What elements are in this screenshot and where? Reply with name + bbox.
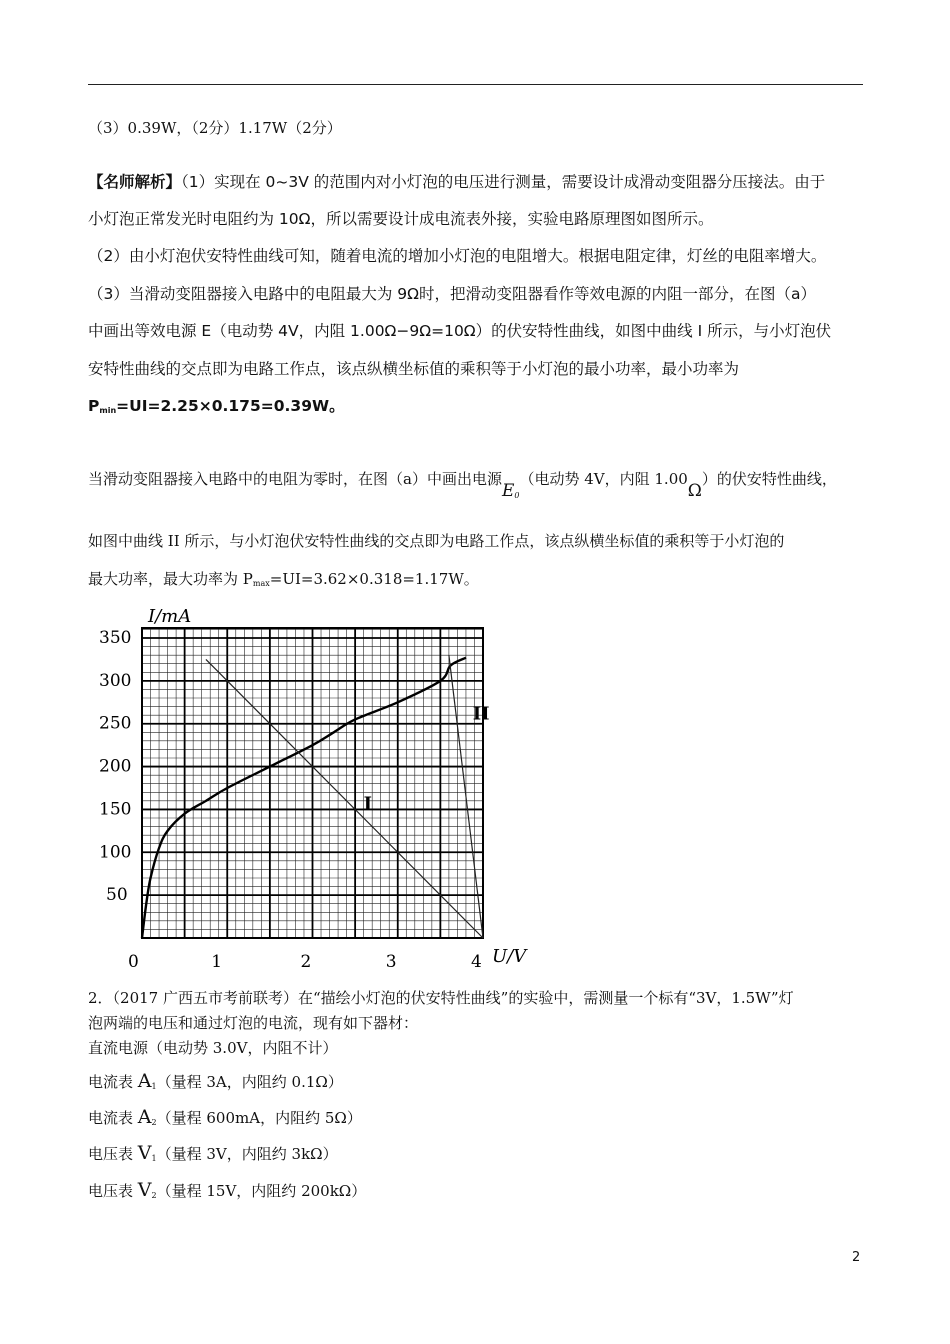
q2-line-2: 泡两端的电压和通过灯泡的电流，现有如下器材： [88,1014,419,1032]
analysis-p3a: （3）当滑动变阻器接入电路中的电阻最大为 9Ω时，把滑动变阻器看作等效电源的内阻一部分，在图（a） [88,285,816,303]
para2-l3a: 最大功率，最大功率为 P [88,570,253,588]
analysis-p1a: （1）实现在 0~3V 的范围内对小灯泡的电压进行测量，需要设计成滑动变阻器分压接法。由于 [181,173,826,191]
x-tick-label: 3 [385,952,397,972]
equipment-desc: （量程 15V，内阻约 200kΩ） [156,1182,367,1200]
equipment-sub: 1 [151,1154,157,1163]
equipment-item [88,1142,338,1170]
para2-line-1 [88,468,837,501]
equipment-desc: （量程 3V，内阻约 3kΩ） [156,1145,338,1163]
e0-symbol [502,481,520,501]
x-tick-label: 0 [128,952,139,972]
curve-label: I [363,793,373,815]
equipment-prefix: 电流表 [88,1109,138,1127]
omega-symbol: Ω [687,481,702,501]
para2-l1b: （电动势 4V，内阻 1.00 [519,470,688,488]
y-tick-label: 100 [99,842,132,863]
x-tick-label: 1 [211,952,223,972]
equipment-sub: 2 [151,1191,157,1200]
pmin-sub: min [99,406,117,415]
y-tick-label: 300 [99,670,132,691]
y-tick-label: 50 [106,885,128,906]
equipment-sub: 2 [151,1118,157,1127]
e0-sub: 0 [514,491,520,500]
equipment-prefix: 电压表 [88,1145,138,1163]
analysis-p1b: 小灯泡正常发光时电阻约为 10Ω，所以需要设计成电流表外接，实验电路原理图如图所示。 [88,210,714,228]
para2-l1a: 当滑动变阻器接入电路中的电阻为零时，在图（a）中画出电源 [88,470,502,488]
y-axis-label: I/mA [148,606,192,627]
analysis-line-1 [88,171,825,193]
curve-labels [364,703,490,814]
pmax-sub: max [252,579,270,588]
pmin-formula [88,395,345,422]
answer-line: （3）0.39W，（2分）1.17W（2分） [88,119,342,137]
equipment-item [88,1070,343,1098]
equipment-sub: 1 [151,1082,157,1091]
pmin-rest: =UI=2.25×0.175=0.39W。 [116,397,345,415]
equipment-prefix: 电流表 [88,1073,138,1091]
equipment-item [88,1106,362,1134]
equipment-symbol: V [137,1179,152,1201]
q2-line-1: 2．（2017 广西五市考前联考）在“描绘小灯泡的伏安特性曲线”的实验中，需测量一个标有“3V，1.5W”灯 [88,989,794,1007]
analysis-p3b: 中画出等效电源 E（电动势 4V，内阻 1.00Ω−9Ω=10Ω）的伏安特性曲线，如图中曲线 I 所示，与小灯泡伏 [88,322,832,340]
x-axis-label: U/V [492,946,527,967]
pmin-p: P [88,397,100,415]
equipment-desc: （量程 3A，内阻约 0.1Ω） [156,1073,343,1091]
y-tick-label: 350 [99,628,132,648]
e0-letter: E [501,481,515,501]
page-number: 2 [852,1250,861,1265]
analysis-tag: 【名师解析】 [88,173,182,191]
header-rule [88,84,863,85]
y-tick-label: 150 [99,799,132,820]
y-tick-label: 200 [99,756,132,777]
curve-label: II [472,703,490,725]
source-line-I [206,659,483,938]
equipment-desc: （量程 600mA，内阻约 5Ω） [156,1109,362,1127]
equipment-symbol: A [137,1070,152,1092]
q2-line-3: 直流电源（电动势 3.0V，内阻不计） [88,1039,338,1057]
y-tick-label: 250 [99,713,132,734]
tick-labels [99,628,482,972]
para2-l3b: =UI=3.62×0.318=1.17W。 [269,570,479,588]
equipment-prefix: 电压表 [88,1182,138,1200]
analysis-p3c: 安特性曲线的交点即为电路工作点，该点纵横坐标值的乘积等于小灯泡的最小功率，最小功率为 [88,360,740,378]
equipment-symbol: V [137,1142,152,1164]
x-tick-label: 2 [300,952,312,972]
x-tick-label: 4 [471,952,482,972]
iv-chart [90,600,530,980]
equipment-item [88,1179,366,1207]
equipment-symbol: A [137,1106,152,1128]
analysis-p2: （2）由小灯泡伏安特性曲线可知，随着电流的增加小灯泡的电阻增大。根据电阻定律，灯丝的电阻率增大。 [88,247,827,265]
para2-line-3 [88,568,479,595]
para2-l1c: ）的伏安特性曲线， [701,470,837,488]
para2-line-2: 如图中曲线 II 所示，与小灯泡伏安特性曲线的交点即为电路工作点，该点纵横坐标值的乘积等于小灯泡的 [88,532,785,550]
